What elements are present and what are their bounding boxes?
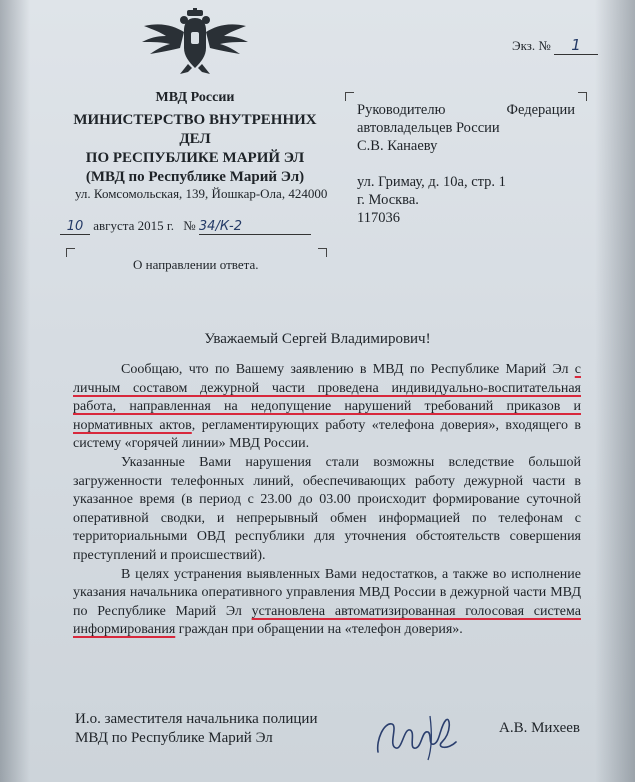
paragraph-3 <box>73 566 581 640</box>
copy-number-label: Экз. № <box>512 38 551 53</box>
ministry-line2: ПО РЕСПУБЛИКЕ МАРИЙ ЭЛ <box>85 150 305 166</box>
position-line1: И.о. заместителя начальника полиции <box>75 711 318 727</box>
ministry-short: МВД России <box>155 90 235 105</box>
paragraph-1-end: , регламентирующих работу «телефона доверия», входящего в систему «горячей линии» МВД России. <box>73 417 581 452</box>
highlighted-text-2: установлена автоматизированная голосовая система информирования <box>73 603 581 638</box>
number-label: № <box>183 218 196 233</box>
date-month-year: августа 2015 г. <box>93 218 174 233</box>
addressee-line2: автовладельцев России <box>357 120 500 136</box>
signatory-position <box>75 710 317 748</box>
highlighted-text-1: с личным составом дежурной части проведена индивидуально-воспитательная работа, направленная на недопущение нарушений требований приказов и нормативных актов <box>73 362 581 433</box>
addressee-bracket-right <box>578 92 587 101</box>
addressee-zip: 117036 <box>357 210 400 226</box>
date-day: 10 <box>60 219 90 235</box>
paragraph-1 <box>73 361 581 454</box>
subject-line: О направлении ответа. <box>133 257 259 272</box>
page-shadow-left <box>0 0 30 782</box>
position-line2: МВД по Республике Марий Эл <box>75 730 273 746</box>
ministry-name <box>60 111 330 187</box>
signatory-name: А.В. Михеев <box>499 720 580 736</box>
addressee-line1: Руководителю Федерации <box>357 102 575 118</box>
copy-number <box>512 36 598 55</box>
paragraph-3-start: В целях устранения выявленных Вами недостатков, а также во исполнение указания начальника оперативного управления МВД России в дежурной части МВД по Республике Марий Эл <box>73 566 581 619</box>
eagle-emblem-icon <box>140 8 250 76</box>
addressee-block <box>357 101 575 227</box>
addressee-line3: С.В. Канаеву <box>357 138 438 154</box>
subject-bracket-left <box>66 248 75 257</box>
subject-bracket-right <box>318 248 327 257</box>
addressee-city: г. Москва. <box>357 192 419 208</box>
ministry-address: ул. Комсомольская, 139, Йошкар-Ола, 424000 <box>75 186 328 201</box>
page-shadow-right <box>595 0 635 782</box>
ministry-line3: (МВД по Республике Марий Эл) <box>85 169 305 185</box>
date-line <box>60 218 330 235</box>
paragraph-2: Указанные Вами нарушения стали возможны вследствие большой загруженности телефонных линий, обеспечивающих работу дежурной части в указанное время (в период с 23.00 до 03.00 происходит формирование суточной оперативной сводки, и непрерывный обмен информацией по телефонам с территориальными ОВД республики для уточнения обстоятельств совершения преступлений и происшествий). <box>73 454 581 563</box>
addressee-bracket-left <box>345 92 354 101</box>
ministry-line1: МИНИСТЕРСТВО ВНУТРЕННИХ ДЕЛ <box>73 112 317 147</box>
handwritten-signature <box>370 712 460 762</box>
copy-number-value: 1 <box>554 36 598 55</box>
document-number: 34/К-2 <box>199 219 311 235</box>
paragraph-1-start: Сообщаю, что по Вашему заявлению в МВД по Республике Марий Эл <box>121 362 575 377</box>
paragraph-3-end: граждан при обращении на «телефон доверия». <box>175 622 463 638</box>
letter-body <box>73 361 581 640</box>
addressee-street: ул. Гримау, д. 10а, стр. 1 <box>357 174 506 190</box>
salutation: Уважаемый Сергей Владимирович! <box>204 331 431 347</box>
